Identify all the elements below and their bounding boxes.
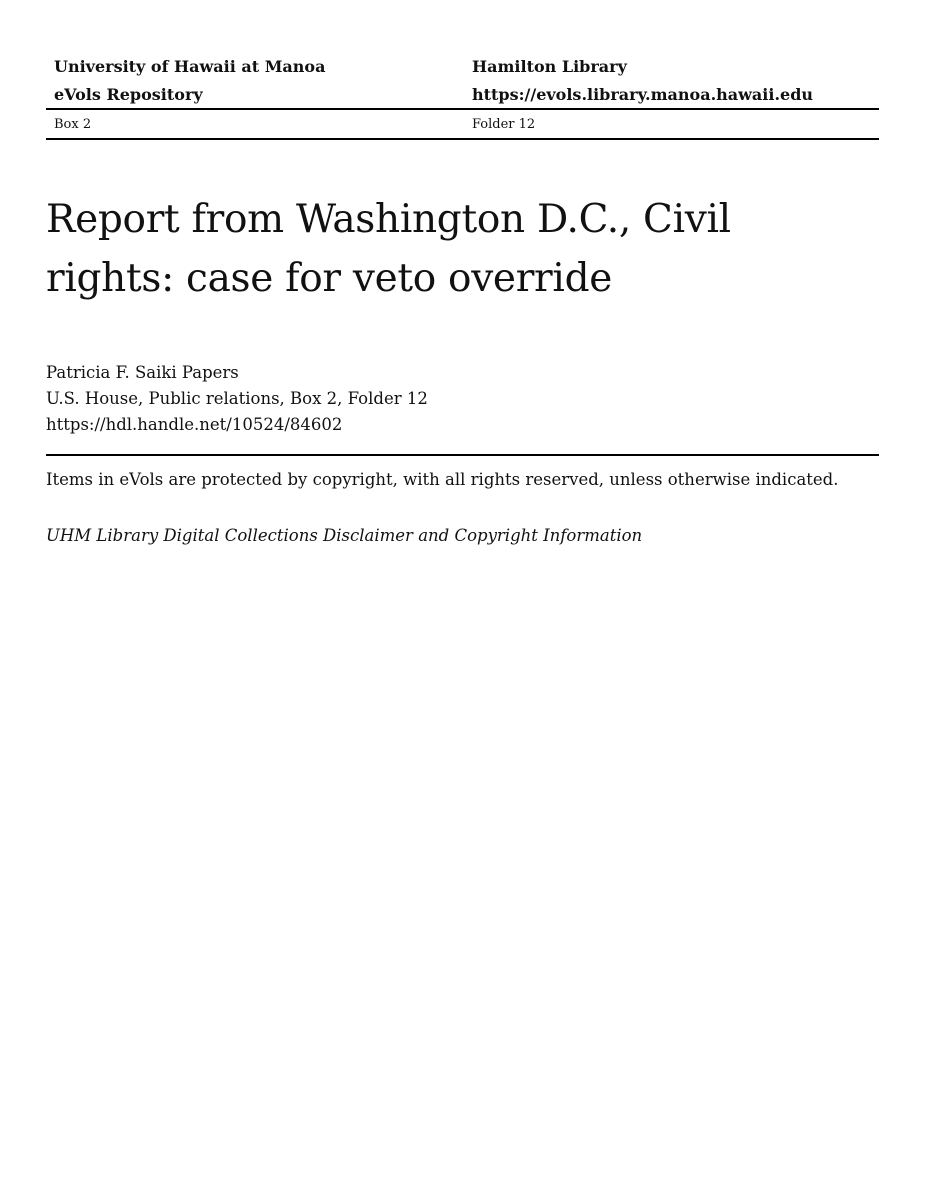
folder-label: Folder 12 [472, 117, 536, 132]
box-label: Box 2 [54, 117, 92, 132]
section-divider [46, 454, 879, 456]
repository-header [46, 52, 879, 140]
header-row-2 [46, 80, 879, 110]
header-row-1 [46, 52, 879, 80]
disclaimer-link[interactable]: UHM Library Digital Collections Disclaimer and Copyright Information [46, 526, 643, 545]
repository-name: eVols Repository [54, 85, 203, 104]
collection-name: Patricia F. Saiki Papers [46, 363, 239, 382]
document-metadata [46, 360, 428, 438]
series-location: U.S. House, Public relations, Box 2, Folder 12 [46, 389, 428, 408]
copyright-notice: Items in eVols are protected by copyright, with all rights reserved, unless otherwise indicated. [46, 470, 839, 489]
handle-link[interactable]: https://hdl.handle.net/10524/84602 [46, 415, 343, 434]
institution-name: University of Hawaii at Manoa [54, 57, 326, 76]
document-title [46, 190, 806, 308]
header-row-3 [46, 110, 879, 140]
title-line-2: rights: case for veto override [46, 256, 613, 301]
repository-url: https://evols.library.manoa.hawaii.edu [472, 85, 814, 104]
title-line-1: Report from Washington D.C., Civil [46, 197, 731, 242]
library-name: Hamilton Library [472, 57, 627, 76]
